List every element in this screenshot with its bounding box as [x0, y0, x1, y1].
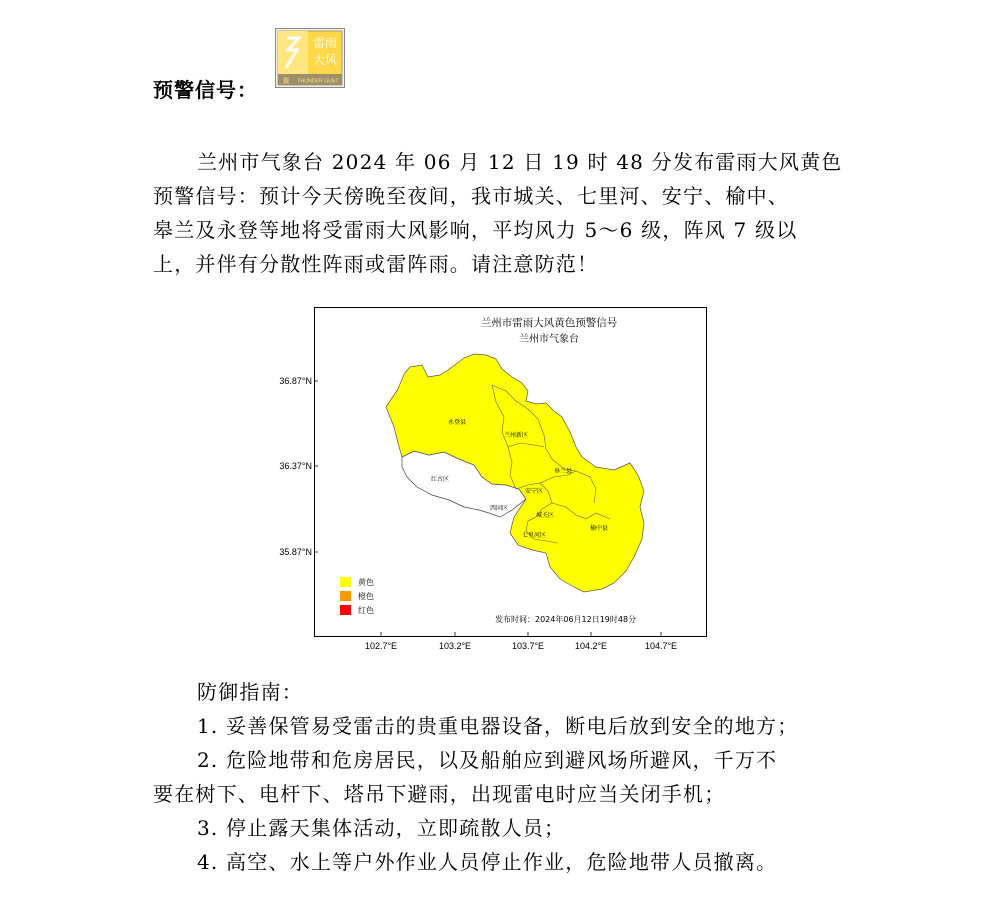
- guide-item-1: 1. 妥善保管易受雷击的贵重电器设备，断电后放到安全的地方；: [197, 714, 799, 738]
- region-label-yongdeng: 永登县: [448, 419, 467, 426]
- region-label-chengguan: 城关区: [536, 512, 555, 519]
- lon-tick-label: 103.7°E: [511, 641, 545, 651]
- bulletin-line-2: 预警信号：预计今天傍晚至夜间，我市城关、七里河、安宁、榆中、: [153, 184, 789, 208]
- lon-tick-label: 104.2°E: [574, 641, 608, 651]
- lon-tick-label: 104.7°E: [644, 641, 678, 651]
- lat-tick-label: 36.37°N: [279, 461, 312, 471]
- bulletin-line-4: 上，并伴有分散性阵雨或雷阵雨。请注意防范！: [153, 252, 599, 276]
- signal-label: 预警信号：: [153, 78, 258, 102]
- region-label-xigu: 西固区: [490, 505, 509, 512]
- region-label-yuzhong: 榆中县: [590, 525, 609, 532]
- region-label-lanzhou-new: 兰州新区: [504, 432, 529, 439]
- guide-item-4: 4. 高空、水上等户外作业人员停止作业，危险地带人员撤离。: [197, 850, 778, 874]
- guide-item-2a: 2. 危险地带和危房居民，以及船舶应到避风场所避风，千万不: [197, 748, 778, 772]
- legend-swatch-orange: [340, 591, 351, 601]
- map-title: 兰州市雷雨大风黄色预警信号: [480, 317, 618, 329]
- latitude-axis: [260, 370, 316, 570]
- legend-label-yellow: 黄色: [358, 578, 374, 587]
- bulletin-line-3: 皋兰及永登等地将受雷雨大风影响，平均风力 5～6 级，阵风 7 级以: [153, 218, 798, 242]
- guide-heading: 防御指南：: [197, 680, 303, 704]
- legend-label-red: 红色: [358, 606, 374, 615]
- legend-swatch-red: [340, 605, 351, 615]
- svg-text:雷雨: 雷雨: [312, 36, 338, 50]
- longitude-axis: [340, 638, 720, 654]
- region-label-gaolan: 皋兰县: [554, 468, 573, 475]
- bulletin-line-1: 兰州市气象台 2024 年 06 月 12 日 19 时 48 分发布雷雨大风黄色: [197, 150, 843, 174]
- region-label-qilihe: 七里河区: [522, 532, 547, 539]
- guide-item-3: 3. 停止露天集体活动，立即疏散人员；: [197, 816, 566, 840]
- issue-time: 发布时间：2024年06月12日19时48分: [495, 615, 637, 624]
- thunderstorm-gust-warning-icon: [275, 28, 345, 88]
- svg-text:THUNDER GUST: THUNDER GUST: [297, 78, 339, 85]
- lon-tick-label: 103.2°E: [438, 641, 472, 651]
- legend-label-orange: 橙色: [358, 592, 374, 601]
- svg-text:大风: 大风: [312, 53, 338, 67]
- lon-tick-label: 102.7°E: [364, 641, 398, 651]
- warning-map: [314, 307, 707, 637]
- legend-swatch-yellow: [340, 577, 351, 587]
- lat-tick-label: 36.87°N: [279, 376, 312, 386]
- region-label-anning: 安宁区: [525, 488, 544, 495]
- guide-item-2b: 要在树下、电杆下、塔吊下避雨，出现雷电时应当关闭手机；: [153, 782, 726, 806]
- map-subtitle: 兰州市气象台: [519, 334, 579, 345]
- lat-tick-label: 35.87°N: [279, 547, 312, 557]
- region-label-honggu: 红古区: [431, 476, 450, 483]
- svg-text:黄: 黄: [282, 77, 290, 85]
